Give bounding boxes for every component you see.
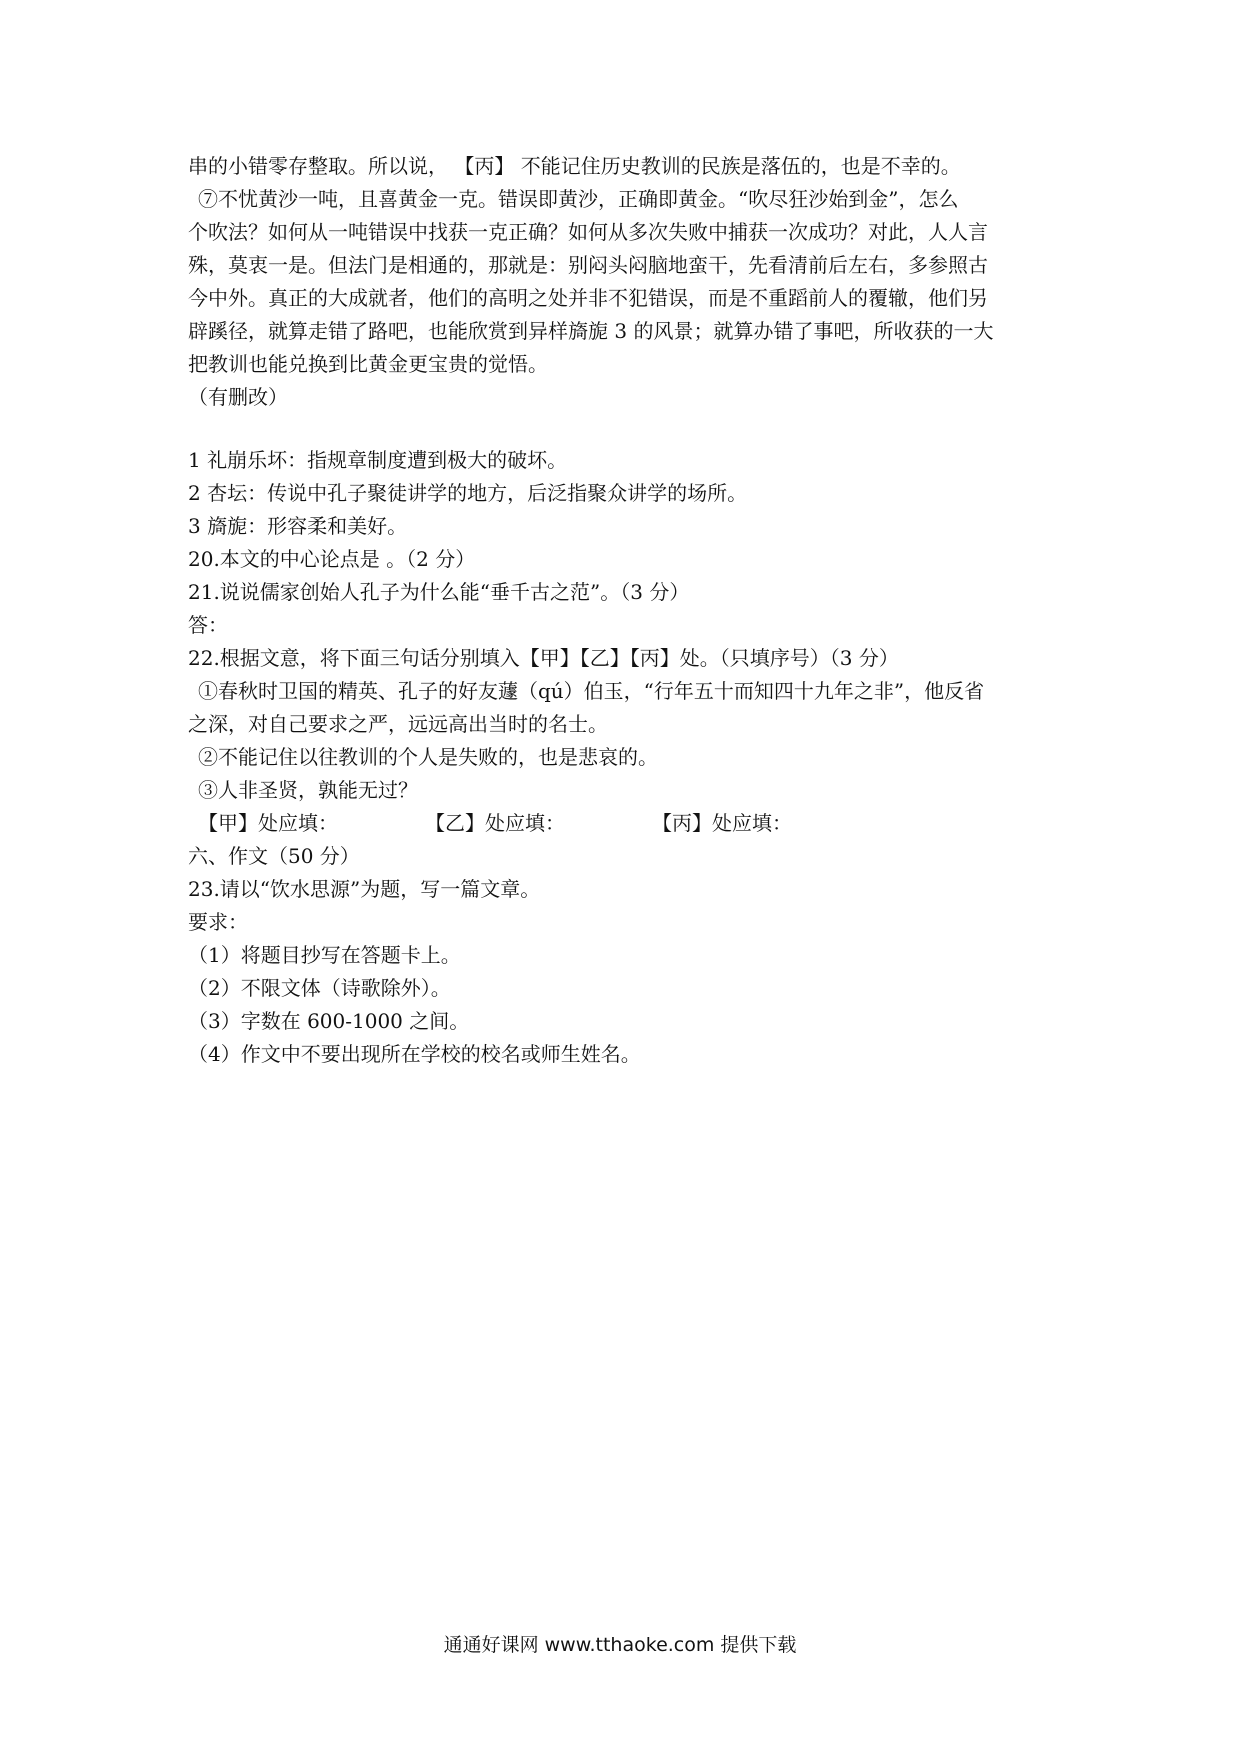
footnote: 2 杏坛：传说中孔子聚徒讲学的地方，后泛指聚众讲学的场所。: [188, 481, 748, 505]
spacer: [188, 414, 1068, 444]
essay-requirement: （3）字数在 600-1000 之间。: [188, 1009, 470, 1033]
essay-requirements: [188, 939, 1068, 1071]
paragraph-6-tail: 串的小错零存整取。所以说， 【丙】 不能记住历史教训的民族是落伍的，也是不幸的。: [188, 154, 961, 178]
paragraph-7-line: 今中外。真正的大成就者，他们的高明之处并非不犯错误，而是不重蹈前人的覆辙，他们另: [188, 286, 988, 310]
paragraph-7-line: 把教训也能兑换到比黄金更宝贵的觉悟。: [188, 352, 548, 376]
footnote: 3 旖旎：形容柔和美好。: [188, 514, 408, 538]
footnote: 1 礼崩乐坏：指规章制度遭到极大的破坏。: [188, 448, 568, 472]
answer-jia: 【甲】处应填：: [198, 811, 338, 835]
paragraph-7-line: 殊，莫衷一是。但法门是相通的，那就是：别闷头闷脑地蛮干，先看清前后左右，多参照古: [188, 253, 988, 277]
paragraph-7-line: 辟蹊径，就算走错了路吧，也能欣赏到异样旖旎 3 的风景；就算办错了事吧，所收获的一大: [188, 319, 994, 343]
essay-section-title: 六、作文（50 分）: [188, 844, 360, 868]
question-22-option: ①春秋时卫国的精英、孔子的好友蘧（qú）伯玉，“行年五十而知四十九年之非”，他反省: [198, 679, 985, 703]
paragraph-7-line: ⑦不忧黄沙一吨，且喜黄金一克。错误即黄沙，正确即黄金。“吹尽狂沙始到金”，怎么: [198, 187, 959, 211]
essay-requirement: （4）作文中不要出现所在学校的校名或师生姓名。: [188, 1042, 641, 1066]
page-footer: 通通好课网 www.tthaoke.com 提供下载: [443, 1634, 797, 1656]
question-22-options: [188, 675, 1068, 807]
essay-requirement: （1）将题目抄写在答题卡上。: [188, 943, 461, 967]
question-22: 22.根据文意，将下面三句话分别填入【甲】【乙】【丙】处。（只填序号）（3 分）: [188, 646, 899, 670]
question-22-option: 之深，对自己要求之严，远远高出当时的名士。: [188, 712, 608, 736]
question-22-option: ③人非圣贤，孰能无过？: [198, 778, 418, 802]
answer-bing: 【丙】处应填：: [652, 811, 792, 835]
footnotes: [188, 444, 1068, 543]
question-22-answer-row: [188, 807, 1068, 840]
question-21: 21.说说儒家创始人孔子为什么能“垂千古之范”。（3 分）: [188, 580, 690, 604]
document-body: [188, 150, 1068, 1071]
essay-requirements-label: 要求：: [188, 910, 248, 934]
essay-prompt: 23.请以“饮水思源”为题，写一篇文章。: [188, 877, 541, 901]
question-21-answer: 答：: [188, 613, 228, 637]
question-22-option: ②不能记住以往教训的个人是失败的，也是悲哀的。: [198, 745, 658, 769]
paragraph-7-line: 个吹法？如何从一吨错误中找获一克正确？如何从多次失败中捕获一次成功？对此，人人言: [188, 220, 988, 244]
source-note: （有删改）: [188, 385, 288, 409]
question-20: 20.本文的中心论点是 。（2 分）: [188, 547, 476, 571]
paragraph-7: [188, 183, 1068, 381]
essay-requirement: （2）不限文体（诗歌除外）。: [188, 976, 451, 1000]
answer-yi: 【乙】处应填：: [425, 811, 565, 835]
